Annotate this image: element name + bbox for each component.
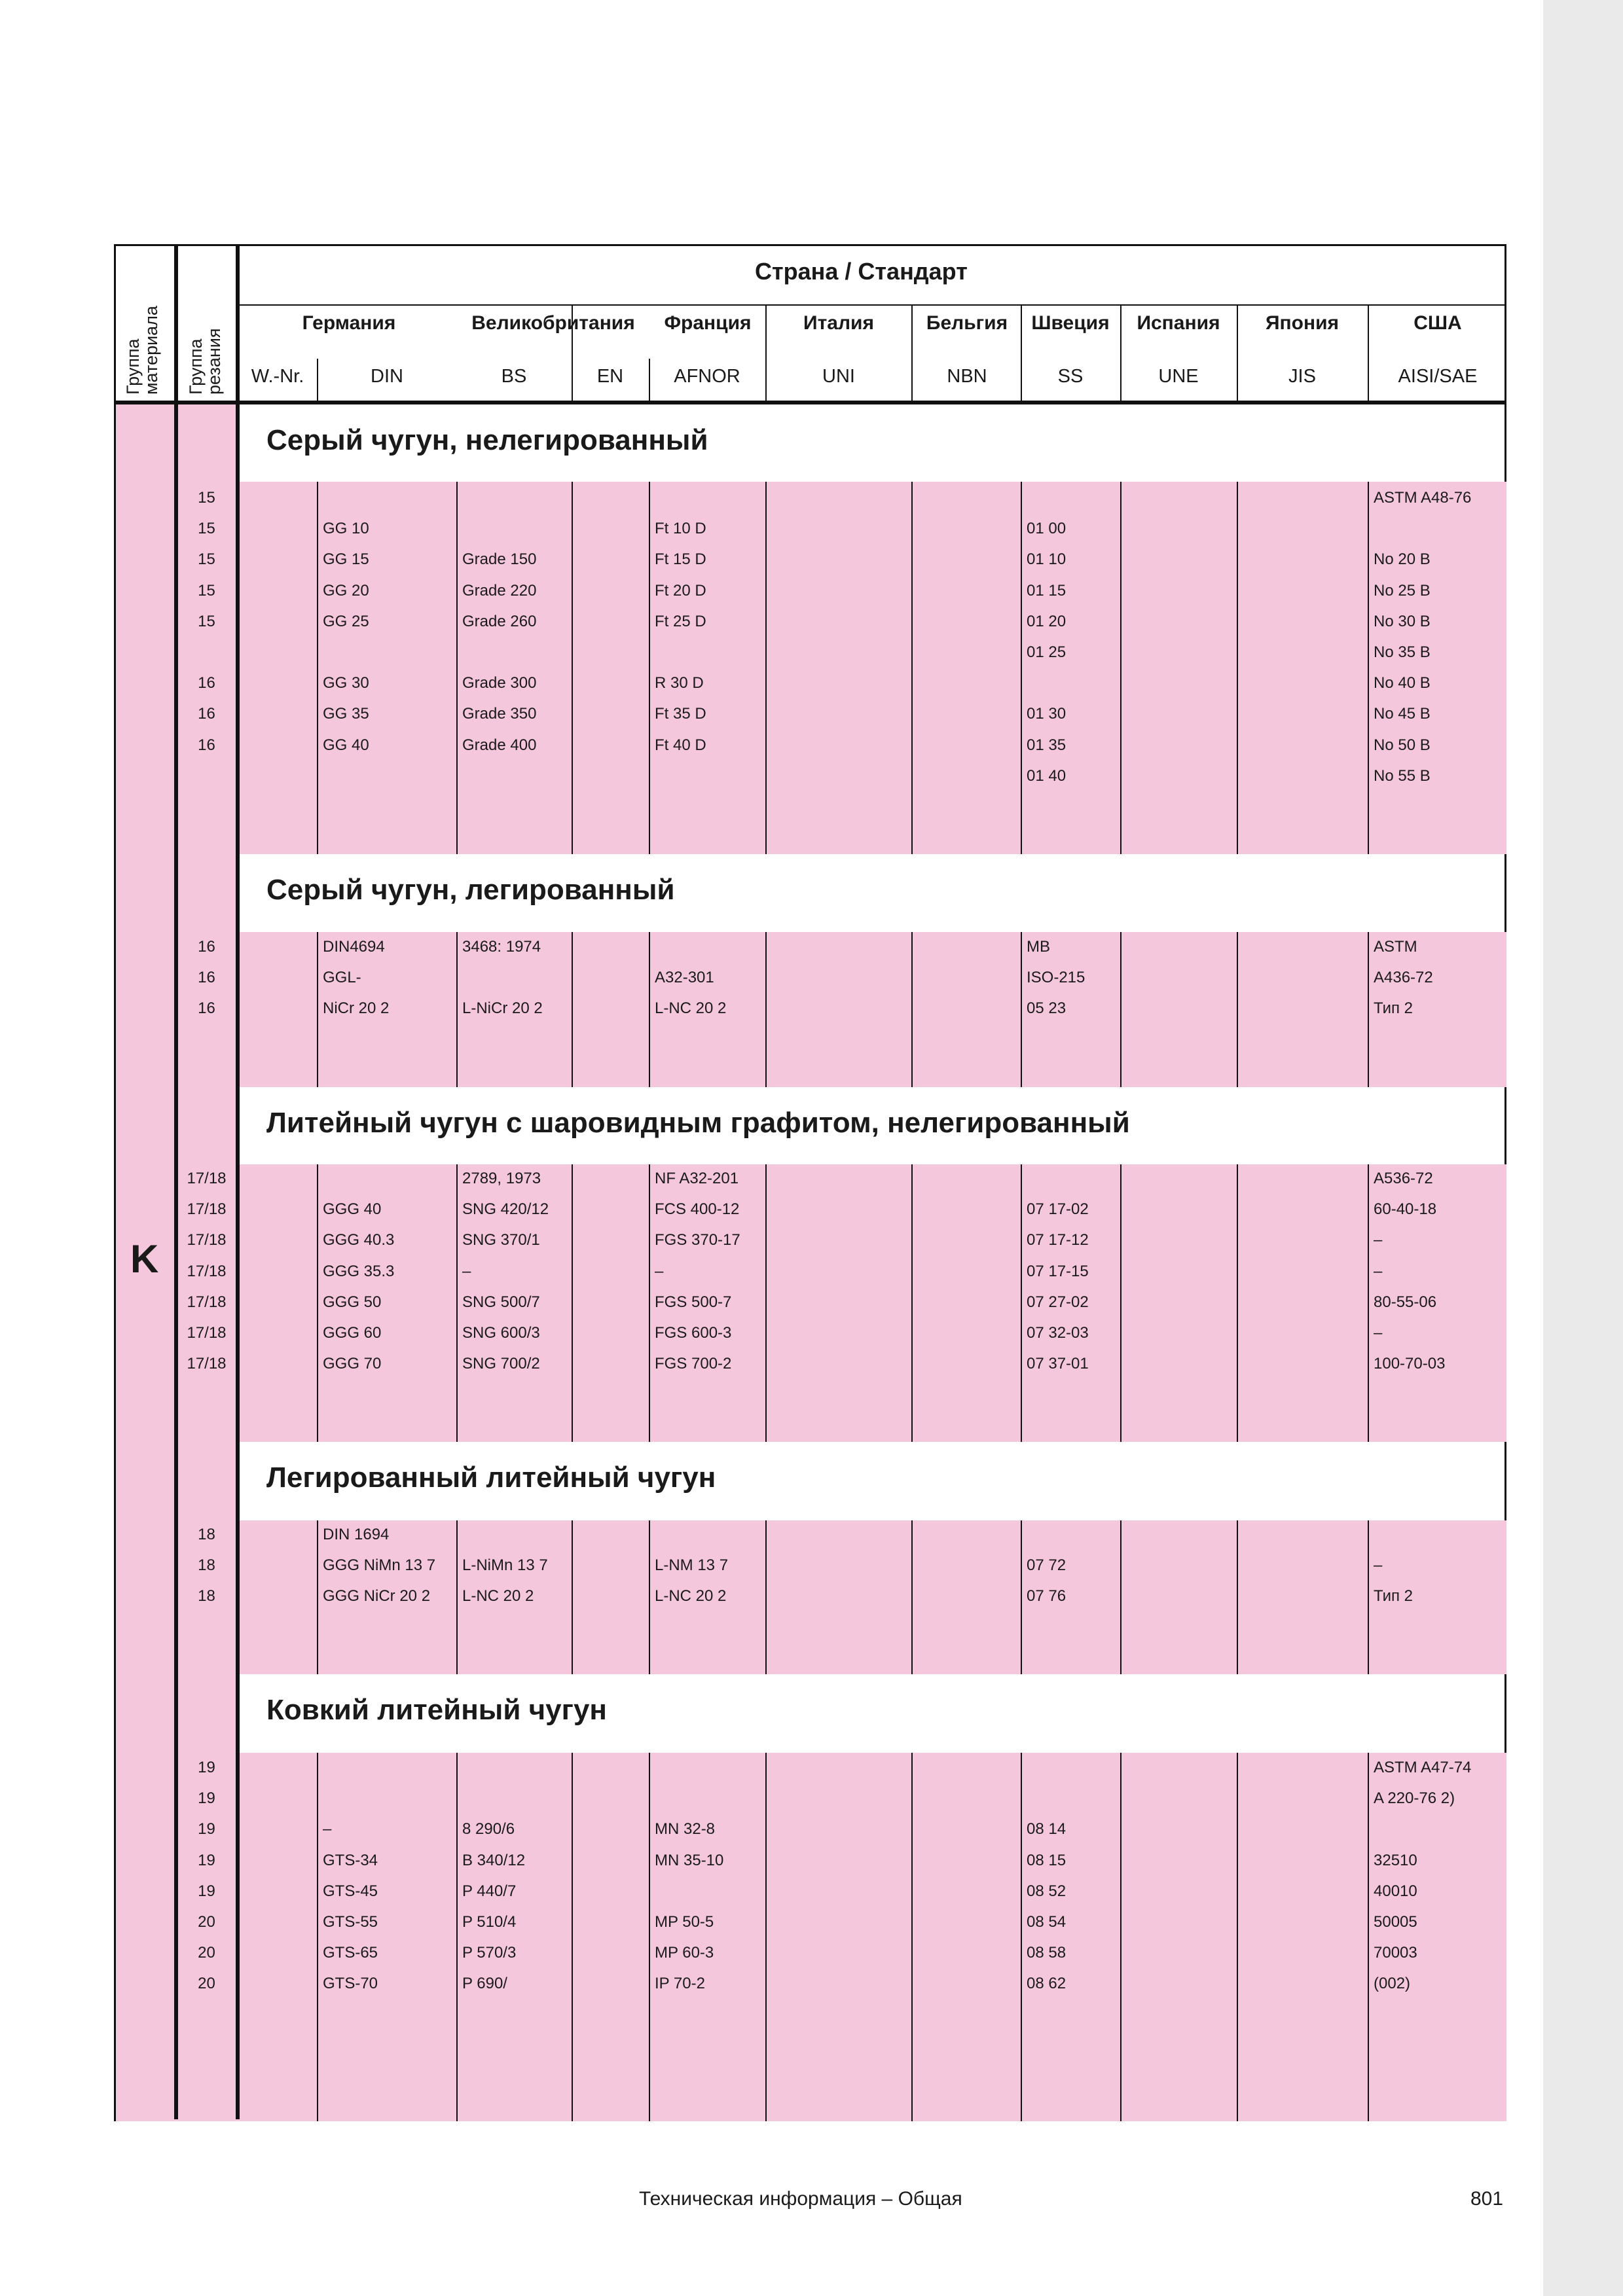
body-rule-4-5 [911, 1753, 913, 2121]
body-rule-0-9 [1368, 482, 1369, 854]
cut-group: 17/18 [187, 1262, 227, 1280]
din-value: GGG 70 [323, 1355, 382, 1373]
material-standards-table [114, 244, 1506, 2121]
body-rule-0-5 [911, 482, 913, 854]
body-rule-2-1 [456, 1164, 458, 1442]
standard-4: AFNOR [674, 366, 740, 387]
din-value: GG 25 [323, 612, 369, 630]
cut-group: 17/18 [187, 1355, 227, 1373]
afnor-value: Ft 25 D [655, 612, 706, 630]
bs-value: SNG 600/3 [462, 1324, 540, 1342]
aisi-value: – [1374, 1262, 1383, 1280]
aisi-value: ASTM A47-74 [1374, 1759, 1472, 1776]
afnor-value: Ft 40 D [655, 736, 706, 754]
bs-value: SNG 370/1 [462, 1231, 540, 1249]
afnor-value: FCS 400-12 [655, 1200, 740, 1219]
aisi-value: 70003 [1374, 1944, 1417, 1962]
aisi-value: – [1374, 1556, 1383, 1575]
body-rule-3-5 [911, 1520, 913, 1674]
body-rule-4-8 [1237, 1753, 1238, 2121]
page-margin-strip [1543, 0, 1623, 2296]
din-value: GG 10 [323, 520, 369, 538]
din-value: GTS-34 [323, 1851, 378, 1869]
body-rule-1-6 [1021, 932, 1022, 1087]
body-rule-0-8 [1237, 482, 1238, 854]
afnor-value: FGS 370-17 [655, 1231, 740, 1249]
afnor-value: L-NC 20 2 [655, 999, 727, 1018]
afnor-value: MN 32-8 [655, 1820, 716, 1839]
afnor-value: MP 50-5 [655, 1913, 714, 1931]
ss-value: 01 40 [1027, 766, 1067, 785]
ss-value: 07 17-12 [1027, 1231, 1089, 1249]
ss-value: 07 76 [1027, 1587, 1067, 1605]
body-rule-0-2 [572, 482, 573, 854]
bs-value: Grade 400 [462, 736, 537, 754]
body-rule-3-6 [1021, 1520, 1022, 1674]
bs-value: SNG 420/12 [462, 1200, 549, 1219]
group-cutting-line-1: резания [204, 328, 225, 395]
group-material-line-1: материала [141, 306, 162, 395]
section-title-3: Литейный чугун с шаровидным графитом, нелегированный [266, 1107, 1130, 1139]
bs-value: 3468: 1974 [462, 938, 541, 956]
afnor-value: IP 70-2 [655, 1975, 705, 1993]
afnor-value: R 30 D [655, 674, 704, 692]
body-rule-1-7 [1120, 932, 1122, 1087]
standard-7: SS [1057, 366, 1084, 387]
cut-group: 17/18 [187, 1170, 227, 1187]
din-value: GGG NiMn 13 7 [323, 1556, 436, 1575]
afnor-value: A32-301 [655, 969, 714, 987]
bs-value: P 690/ [462, 1975, 507, 1993]
ss-value: ISO-215 [1027, 969, 1085, 987]
cut-group: 15 [198, 520, 215, 538]
afnor-value: Ft 35 D [655, 705, 706, 723]
body-rule-2-3 [649, 1164, 650, 1442]
cut-group: 16 [198, 999, 215, 1018]
aisi-value: No 55 B [1374, 766, 1431, 785]
body-rule-4-2 [572, 1753, 573, 2121]
standard-2: BS [501, 366, 527, 387]
section-band-5 [238, 1753, 1506, 2121]
section-title-5: Ковкий литейный чугун [266, 1694, 608, 1726]
afnor-value: FGS 500-7 [655, 1293, 732, 1311]
aisi-value: A536-72 [1374, 1170, 1433, 1187]
ss-value: 08 52 [1027, 1882, 1067, 1900]
bs-value: Grade 150 [462, 550, 537, 569]
ss-value: 01 00 [1027, 520, 1067, 538]
aisi-value: No 30 B [1374, 612, 1431, 630]
ss-value: 07 17-02 [1027, 1200, 1089, 1219]
afnor-value: – [655, 1262, 664, 1280]
standard-8: UNE [1158, 366, 1199, 387]
country-0: Германия [302, 312, 396, 334]
body-rule-4-0 [317, 1753, 318, 2121]
aisi-value: 40010 [1374, 1882, 1417, 1900]
cut-group: 17/18 [187, 1231, 227, 1249]
bs-value: L-NC 20 2 [462, 1587, 534, 1605]
cut-group: 18 [198, 1556, 215, 1575]
body-rule-2-9 [1368, 1164, 1369, 1442]
ss-value: 08 15 [1027, 1851, 1067, 1869]
body-rule-1-3 [649, 932, 650, 1087]
cut-group: 16 [198, 736, 215, 754]
bs-value: L-NiMn 13 7 [462, 1556, 548, 1575]
din-value: GG 35 [323, 705, 369, 723]
aisi-value: Тип 2 [1374, 999, 1413, 1018]
cut-group: 19 [198, 1820, 215, 1839]
bs-value: Grade 350 [462, 705, 537, 723]
din-value: GGG 35.3 [323, 1262, 395, 1280]
cut-group: 16 [198, 969, 215, 987]
cut-group: 19 [198, 1759, 215, 1776]
din-value: GTS-45 [323, 1882, 378, 1900]
standard-9: JIS [1288, 366, 1316, 387]
ss-value: 05 23 [1027, 999, 1067, 1018]
ss-value: 08 62 [1027, 1975, 1067, 1993]
table-title: Страна / Стандарт [755, 258, 968, 285]
group-cutting-header [187, 329, 224, 395]
body-rule-3-3 [649, 1520, 650, 1674]
body-rule-2-8 [1237, 1164, 1238, 1442]
aisi-value: ASTM [1374, 938, 1417, 956]
afnor-value: MN 35-10 [655, 1851, 724, 1869]
cutting-column-rule [236, 246, 240, 2119]
country-1: Великобритания [471, 312, 635, 334]
afnor-value: MP 60-3 [655, 1944, 714, 1962]
aisi-value: No 35 B [1374, 643, 1431, 661]
standard-10: AISI/SAE [1398, 366, 1478, 387]
section-title-1: Серый чугун, нелегированный [266, 424, 708, 456]
din-value: GGG 40 [323, 1200, 382, 1219]
cut-group: 15 [198, 550, 215, 569]
din-value: GTS-70 [323, 1975, 378, 1993]
country-2: Франция [664, 312, 752, 334]
aisi-value: 80-55-06 [1374, 1293, 1437, 1311]
body-rule-2-0 [317, 1164, 318, 1442]
country-7: Япония [1265, 312, 1340, 334]
aisi-value: – [1374, 1324, 1383, 1342]
aisi-value: No 40 B [1374, 674, 1431, 692]
body-rule-0-7 [1120, 482, 1122, 854]
standard-6: NBN [947, 366, 987, 387]
section-band-2 [238, 932, 1506, 1087]
din-value: GGG NiCr 20 2 [323, 1587, 431, 1605]
din-value: DIN4694 [323, 938, 385, 956]
body-rule-0-0 [317, 482, 318, 854]
bs-value: 8 290/6 [462, 1820, 515, 1839]
bs-value: B 340/12 [462, 1851, 526, 1869]
aisi-value: – [1374, 1231, 1383, 1249]
body-rule-3-8 [1237, 1520, 1238, 1674]
material-column-rule [174, 246, 178, 2119]
body-rule-4-7 [1120, 1753, 1122, 2121]
body-rule-4-1 [456, 1753, 458, 2121]
cut-group: 17/18 [187, 1293, 227, 1311]
bs-value: Grade 300 [462, 674, 537, 692]
cut-group: 19 [198, 1789, 215, 1808]
aisi-value: ASTM A48-76 [1374, 489, 1472, 507]
aisi-value: (002) [1374, 1975, 1411, 1993]
aisi-value: 60-40-18 [1374, 1200, 1437, 1219]
din-value: NiCr 20 2 [323, 999, 390, 1018]
body-rule-3-4 [765, 1520, 767, 1674]
body-rule-4-4 [765, 1753, 767, 2121]
cut-group: 20 [198, 1975, 215, 1993]
body-rule-3-2 [572, 1520, 573, 1674]
afnor-value: NF A32-201 [655, 1170, 739, 1187]
standards-row-divider [238, 304, 1506, 306]
body-rule-0-6 [1021, 482, 1022, 854]
bs-value: 2789, 1973 [462, 1170, 541, 1187]
section-band-1 [238, 482, 1506, 854]
aisi-value: 100-70-03 [1374, 1355, 1446, 1373]
afnor-value: L-NC 20 2 [655, 1587, 727, 1605]
din-value: GTS-65 [323, 1944, 378, 1962]
ss-value: 07 32-03 [1027, 1324, 1089, 1342]
cut-group: 18 [198, 1587, 215, 1605]
afnor-value: FGS 700-2 [655, 1355, 732, 1373]
cut-group: 19 [198, 1882, 215, 1900]
aisi-value: No 45 B [1374, 705, 1431, 723]
ss-value: 01 10 [1027, 550, 1067, 569]
body-rule-2-4 [765, 1164, 767, 1442]
aisi-value: No 50 B [1374, 736, 1431, 754]
aisi-value: A436-72 [1374, 969, 1433, 987]
cut-group: 19 [198, 1851, 215, 1869]
cut-group: 20 [198, 1944, 215, 1962]
bs-value: P 510/4 [462, 1913, 517, 1931]
section-band-3 [238, 1164, 1506, 1442]
ss-value: 01 15 [1027, 581, 1067, 600]
bs-value: SNG 500/7 [462, 1293, 540, 1311]
group-material-line-0: Группа [123, 338, 143, 395]
body-rule-2-2 [572, 1164, 573, 1442]
bs-value: P 570/3 [462, 1944, 517, 1962]
body-rule-3-1 [456, 1520, 458, 1674]
footer-title: Техническая информация – Общая [639, 2188, 962, 2210]
country-5: Швеция [1031, 312, 1110, 334]
bs-value: – [462, 1262, 471, 1280]
body-rule-1-1 [456, 932, 458, 1087]
afnor-value: FGS 600-3 [655, 1324, 732, 1342]
group-cutting-line-0: Группа [186, 338, 206, 395]
ss-value: 07 37-01 [1027, 1355, 1089, 1373]
cut-group: 16 [198, 938, 215, 956]
ss-value: 07 72 [1027, 1556, 1067, 1575]
ss-value: 01 20 [1027, 612, 1067, 630]
body-rule-1-8 [1237, 932, 1238, 1087]
ss-value: 08 14 [1027, 1820, 1067, 1839]
ss-value: 08 54 [1027, 1913, 1067, 1931]
group-material-header [124, 306, 161, 395]
section-title-2: Серый чугун, легированный [266, 874, 675, 906]
din-value: GGG 60 [323, 1324, 382, 1342]
body-rule-0-3 [649, 482, 650, 854]
standard-1: DIN [371, 366, 403, 387]
din-value: GG 40 [323, 736, 369, 754]
din-value: GGG 50 [323, 1293, 382, 1311]
ss-value: 01 25 [1027, 643, 1067, 661]
body-rule-2-5 [911, 1164, 913, 1442]
bs-value: Grade 220 [462, 581, 537, 600]
body-rule-4-3 [649, 1753, 650, 2121]
cut-group: 17/18 [187, 1200, 227, 1219]
header-bottom-rule [116, 401, 1504, 404]
din-value: GGG 40.3 [323, 1231, 395, 1249]
country-4: Бельгия [926, 312, 1008, 334]
body-rule-3-7 [1120, 1520, 1122, 1674]
ss-value: 01 35 [1027, 736, 1067, 754]
section-title-4: Легированный литейный чугун [266, 1462, 716, 1494]
aisi-value: Тип 2 [1374, 1587, 1413, 1605]
body-rule-1-2 [572, 932, 573, 1087]
body-rule-1-5 [911, 932, 913, 1087]
body-rule-0-1 [456, 482, 458, 854]
aisi-value: A 220-76 2) [1374, 1789, 1455, 1808]
body-rule-1-4 [765, 932, 767, 1087]
bs-value: P 440/7 [462, 1882, 517, 1900]
ss-value: 07 27-02 [1027, 1293, 1089, 1311]
body-rule-3-9 [1368, 1520, 1369, 1674]
body-rule-1-0 [317, 932, 318, 1087]
country-6: Испания [1137, 312, 1220, 334]
standard-3: EN [596, 366, 624, 387]
aisi-value: No 25 B [1374, 581, 1431, 600]
din-value: GG 15 [323, 550, 369, 569]
din-value: – [323, 1820, 332, 1839]
bs-value: Grade 260 [462, 612, 537, 630]
ss-value: 08 58 [1027, 1944, 1067, 1962]
standard-0: W.-Nr. [251, 366, 304, 387]
afnor-value: Ft 15 D [655, 550, 706, 569]
din-value: DIN 1694 [323, 1526, 390, 1543]
body-rule-1-9 [1368, 932, 1369, 1087]
bs-value: SNG 700/2 [462, 1355, 540, 1373]
bs-value: L-NiCr 20 2 [462, 999, 543, 1018]
din-value: GTS-55 [323, 1913, 378, 1931]
body-rule-3-0 [317, 1520, 318, 1674]
afnor-value: Ft 10 D [655, 520, 706, 538]
cut-group: 16 [198, 674, 215, 692]
aisi-value: 50005 [1374, 1913, 1417, 1931]
aisi-value: 32510 [1374, 1851, 1417, 1869]
cut-group: 16 [198, 705, 215, 723]
din-value: GGL- [323, 969, 361, 987]
cut-group: 15 [198, 612, 215, 630]
din-value: GG 30 [323, 674, 369, 692]
din-value: GG 20 [323, 581, 369, 600]
cut-group: 15 [198, 581, 215, 600]
cut-group: 18 [198, 1526, 215, 1543]
cut-group: 15 [198, 489, 215, 507]
body-rule-2-6 [1021, 1164, 1022, 1442]
ss-value: 01 30 [1027, 705, 1067, 723]
page-number: 801 [1470, 2188, 1504, 2210]
material-group-letter: K [130, 1237, 159, 1281]
standard-5: UNI [822, 366, 855, 387]
country-8: США [1413, 312, 1462, 334]
body-rule-4-6 [1021, 1753, 1022, 2121]
body-rule-2-7 [1120, 1164, 1122, 1442]
afnor-value: L-NM 13 7 [655, 1556, 729, 1575]
afnor-value: Ft 20 D [655, 581, 706, 600]
body-rule-0-4 [765, 482, 767, 854]
ss-value: MB [1027, 938, 1050, 956]
aisi-value: No 20 B [1374, 550, 1431, 569]
ss-value: 07 17-15 [1027, 1262, 1089, 1280]
cut-group: 20 [198, 1913, 215, 1931]
country-3: Италия [803, 312, 874, 334]
body-rule-4-9 [1368, 1753, 1369, 2121]
cut-group: 17/18 [187, 1324, 227, 1342]
